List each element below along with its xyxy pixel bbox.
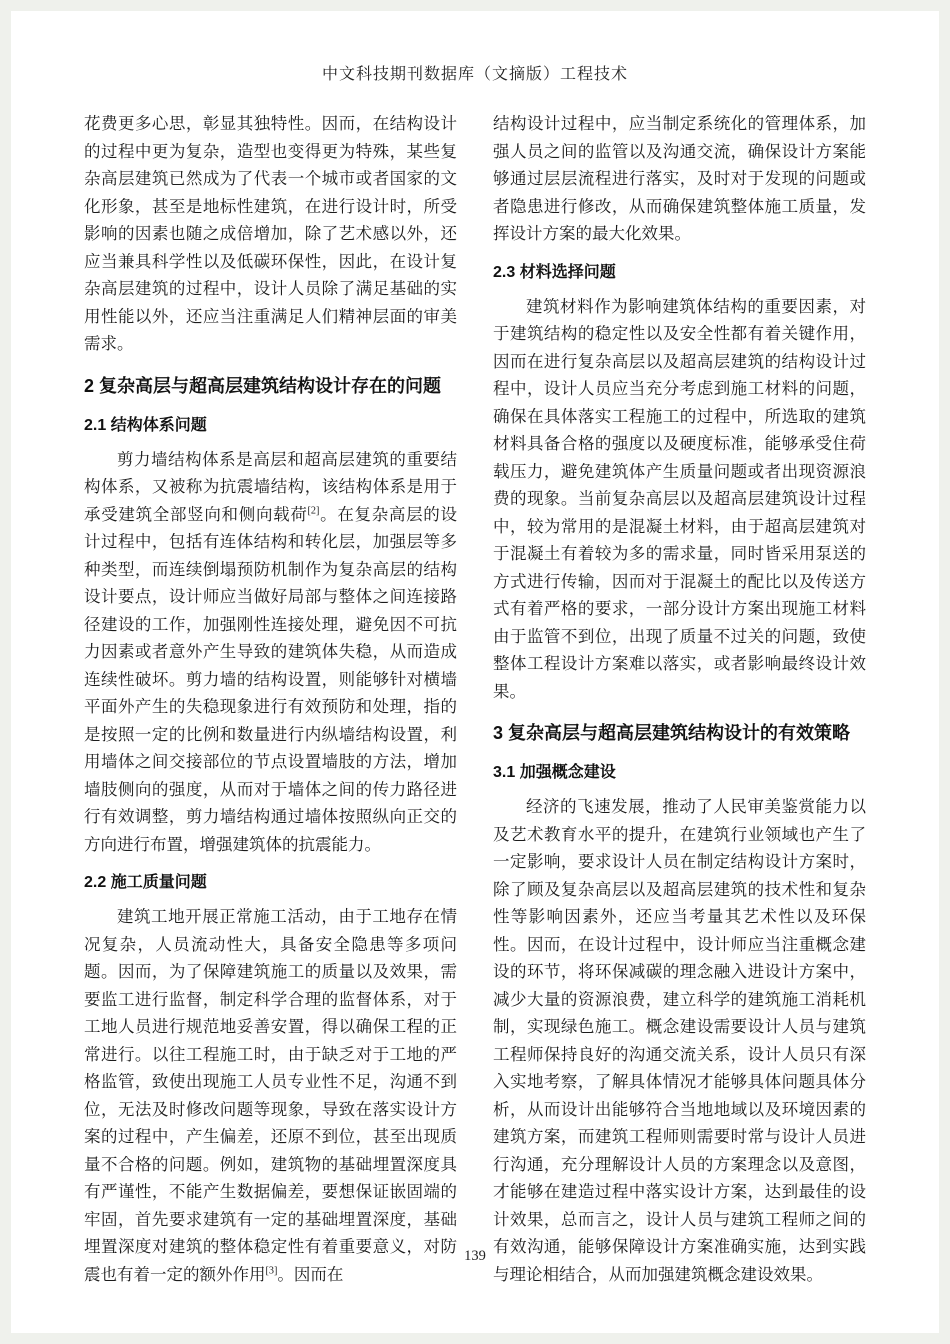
continued-paragraph: 结构设计过程中，应当制定系统化的管理体系，加强人员之间的监管以及沟通交流，确保设计方案能够通过层层流程进行落实，及时对于发现的问题或者隐患进行修改，从而确保建筑整体施工质量，发挥设计方案的最大化效果。	[493, 114, 866, 243]
right-column	[493, 110, 866, 1288]
two-column-body	[84, 110, 866, 1288]
subsection-heading: 2.1 结构体系问题	[84, 416, 207, 434]
section-heading: 3 复杂高层与超高层建筑结构设计的有效策略	[493, 723, 851, 743]
left-column	[84, 110, 457, 1288]
page-number: 139	[464, 1248, 486, 1264]
body-paragraph: 经济的飞速发展，推动了人民审美鉴赏能力以及艺术教育水平的提升，在建筑行业领域也产生了一定影响，要求设计人员在制定结构设计方案时，除了顾及复杂高层以及超高层建筑的技术性和复杂性等影响因素外，还应当考量其艺术性以及环保性。因而，在设计过程中，设计师应当注重概念建设的环节，将环保减碳的理念融入进设计方案中，减少大量的资源浪费，建立科学的建筑施工消耗机制，实现绿色施工。概念建设需要设计人员与建筑工程师保持良好的沟通交流关系，设计人员只有深入实地考察，了解具体情况才能够具体问题具体分析，从而设计出能够符合当地地域以及环境因素的建筑方案，而建筑工程师则需要时常与设计人员进行沟通，充分理解设计人员的方案理念以及意图，才能够在建造过程中落实设计方案，达到最佳的设计效果，总而言之，设计人员与建筑工程师之间的有效沟通，能够保障设计方案准确实施，达到实践与理论相结合，从而加强建筑概念建设效果。	[493, 797, 866, 1284]
continued-paragraph: 花费更多心思，彰显其独特性。因而，在结构设计的过程中更为复杂，造型也变得更为特殊，某些复杂高层建筑已然成为了代表一个城市或者国家的文化形象，甚至是地标性建筑，在进行设计时，所受影响的因素也随之成倍增加，除了艺术感以外，还应当兼具科学性以及低碳环保性，因此，在设计复杂高层建筑的过程中，设计人员除了满足基础的实用性能以外，还应当注重满足人们精神层面的审美需求。	[84, 114, 457, 353]
body-paragraph: 剪力墙结构体系是高层和超高层建筑的重要结构体系，又被称为抗震墙结构，该结构体系是用于承受建筑全部竖向和侧向载荷[2]。在复杂高层的设计过程中，包括有连体结构和转化层，加强层等多种类型，而连续倒塌预防机制作为复杂高层的结构设计要点，设计师应当做好局部与整体之间连接路径建设的工作，加强刚性连接处理，避免因不可抗力因素或者意外产生导致的建筑体失稳，从而造成连续性破坏。剪力墙的结构设置，则能够针对横墙平面外产生的失稳现象进行有效预防和处理，指的是按照一定的比例和数量进行内纵墙结构设置，利用墙体之间交接部位的节点设置墙肢的方法，增加墙肢侧向的强度，从而对于墙体之间的传力路径进行有效调整，剪力墙结构通过墙体按照纵向正交的方向进行布置，增强建筑体的抗震能力。	[84, 449, 458, 854]
subsection-heading: 3.1 加强概念建设	[493, 764, 616, 781]
paper-page	[11, 11, 939, 1333]
journal-header: 中文科技期刊数据库（文摘版）工程技术	[321, 66, 628, 83]
body-paragraph: 建筑材料作为影响建筑体结构的重要因素，对于建筑结构的稳定性以及安全性都有着关键作用，因而在进行复杂高层以及超高层建筑的结构设计过程中，设计人员应当充分考虑到施工材料的问题，确保在具体落实工程施工的过程中，所选取的建筑材料具备合格的强度以及硬度标准，能够承受住荷载压力，避免建筑体产生质量问题或者出现资源浪费的现象。当前复杂高层以及超高层建筑设计过程中，较为常用的是混凝土材料，由于超高层建筑对于混凝土有着较为多的需求量，同时皆采用泵送的方式进行传输，因而对于混凝土的配比以及传送方式有着严格的要求，一部分设计方案出现施工材料由于监管不到位，出现了质量不过关的问题，致使整体工程设计方案难以落实，或者影响最终设计效果。	[493, 296, 866, 701]
subsection-heading: 2.2 施工质量问题	[84, 874, 207, 891]
section-heading: 2 复杂高层与超高层建筑结构设计存在的问题	[84, 375, 442, 396]
body-paragraph: 建筑工地开展正常施工活动，由于工地存在情况复杂，人员流动性大，具备安全隐患等多项问题。因而，为了保障建筑施工的质量以及效果，需要监工进行监督，制定科学合理的监督体系，对于工地人员进行规范地妥善安置，得以确保工程的正常进行。以往工程施工时，由于缺乏对于工地的严格监管，致使出现施工人员专业性不足，沟通不到位，无法及时修改问题等现象，导致在落实设计方案的过程中，产生偏差，还原不到位，甚至出现质量不合格的问题。例如，建筑物的基础埋置深度具有严谨性，不能产生数据偏差，要想保证嵌固端的牢固，首先要求建筑有一定的基础埋置深度，基础埋置深度对建筑的整体稳定性有着重要意义，对防震也有着一定的额外作用[3]。因而在	[84, 907, 457, 1284]
subsection-heading: 2.3 材料选择问题	[493, 263, 616, 281]
